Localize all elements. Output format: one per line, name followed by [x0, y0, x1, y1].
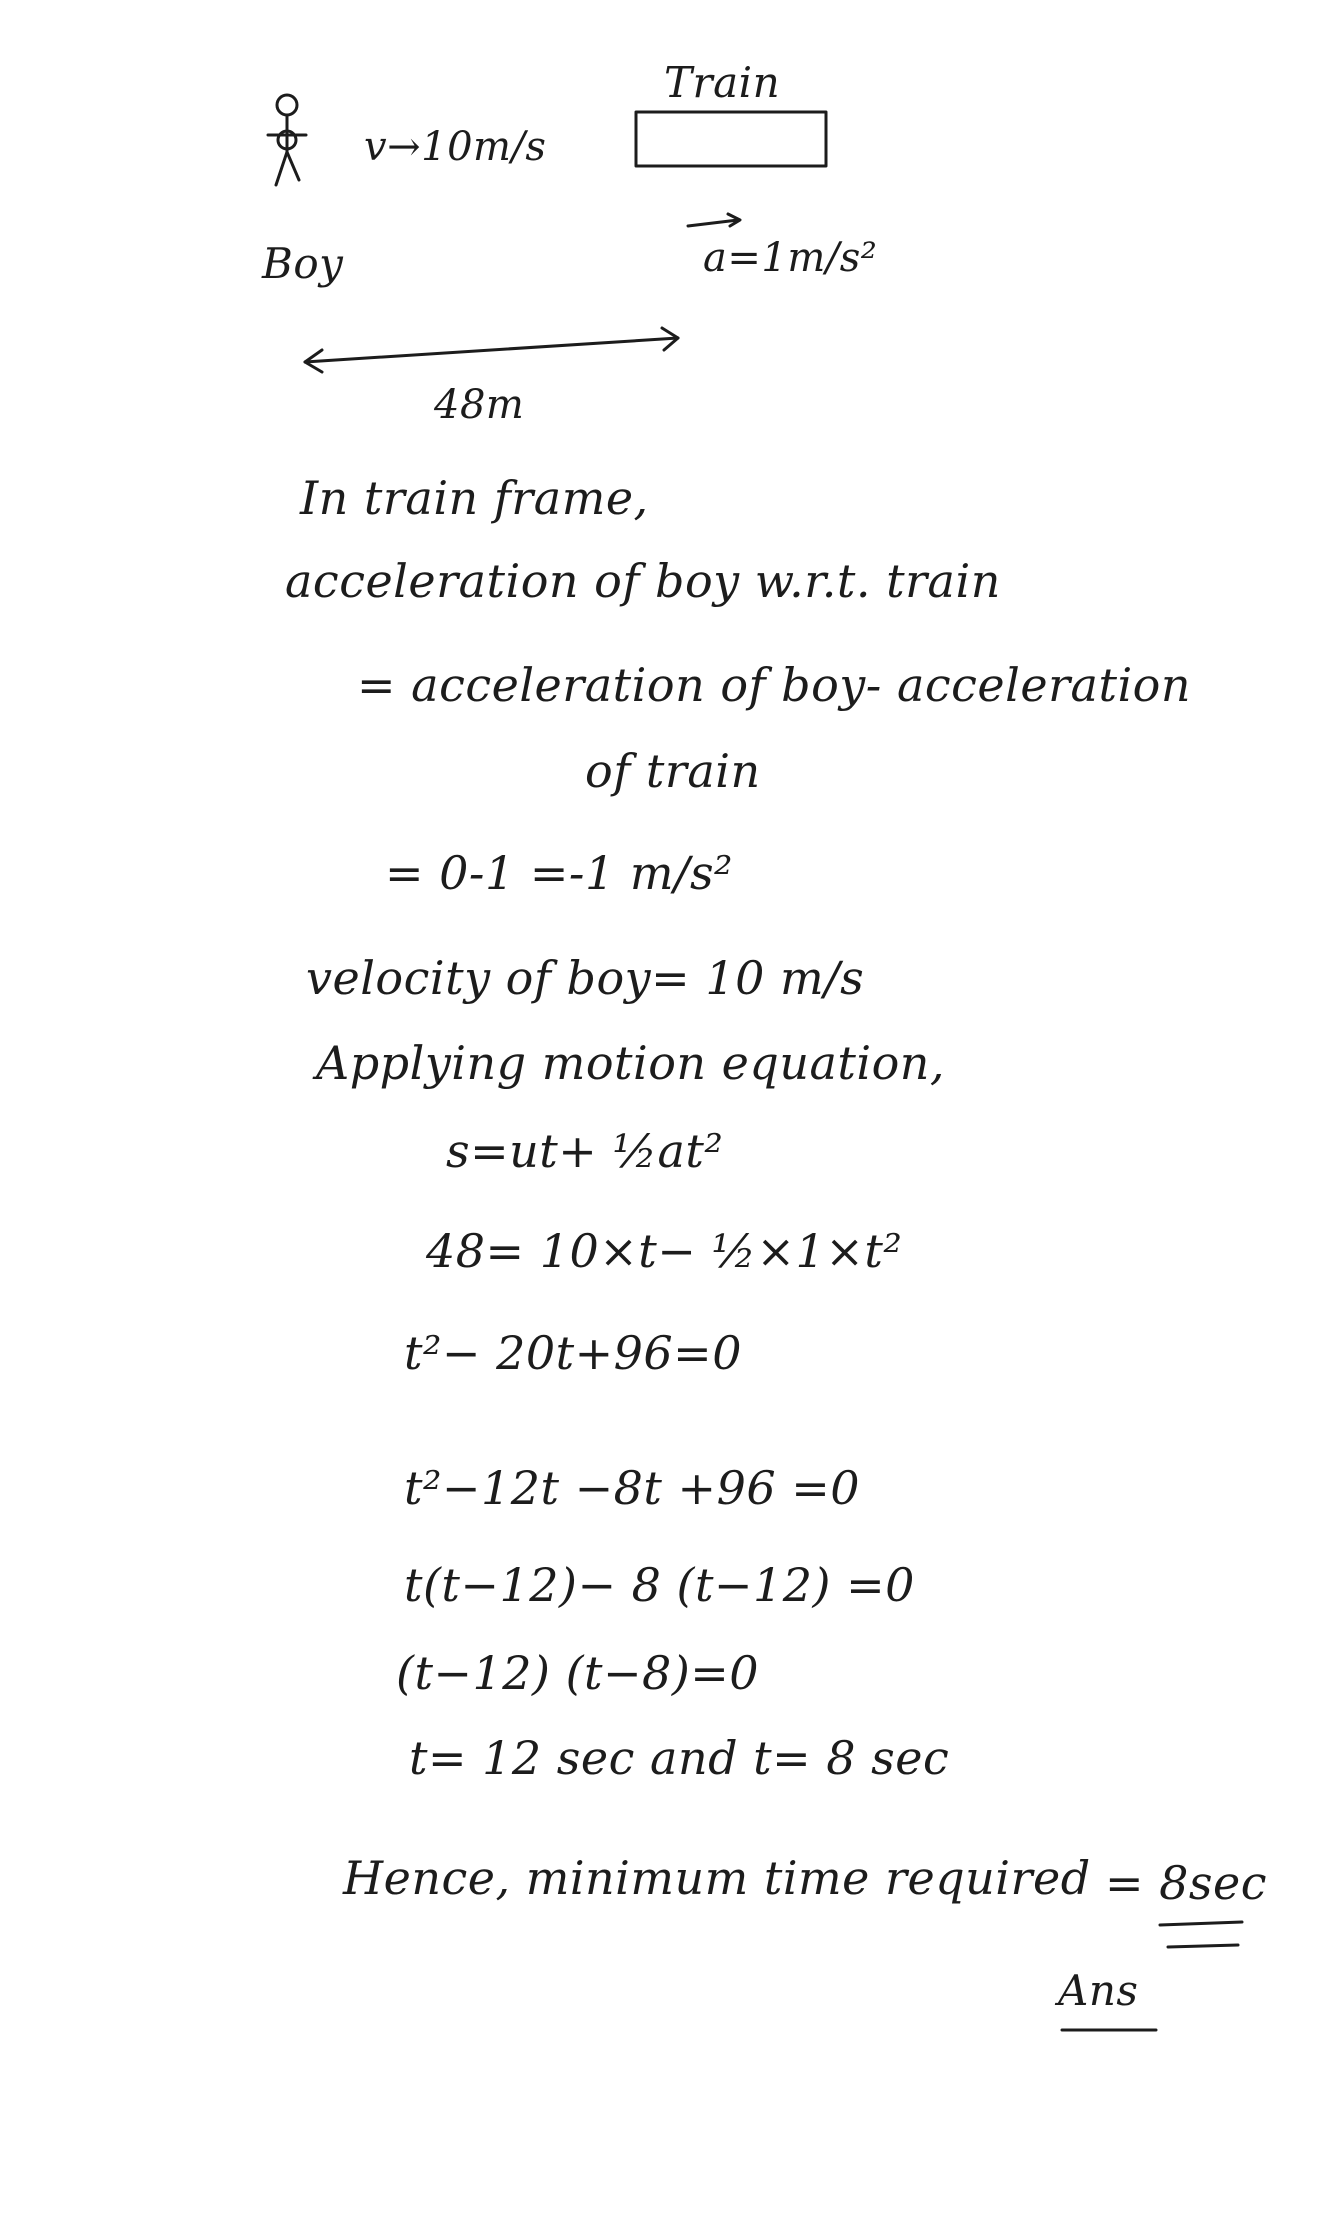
- solution-line-equation: s=ut+ ½at²: [446, 1124, 724, 1178]
- solution-line-split-middle: t²−12t −8t +96 =0: [404, 1461, 861, 1515]
- solution-line-accel-difference: = acceleration of boy- acceleration: [357, 658, 1191, 712]
- solution-line-relative-accel: acceleration of boy w.r.t. train: [285, 554, 1001, 608]
- train-label: Train: [664, 58, 781, 107]
- final-answer-value: = 8sec: [1105, 1856, 1268, 1910]
- solution-line-quadratic: t²− 20t+96=0: [404, 1326, 742, 1380]
- answer-underline: [1160, 1922, 1242, 1947]
- acceleration-arrow-icon: [688, 214, 740, 226]
- solution-line-of-train: of train: [585, 744, 761, 798]
- boy-stick-figure-icon: [268, 95, 306, 185]
- solution-line-factor-group: t(t−12)− 8 (t−12) =0: [404, 1558, 915, 1612]
- solution-line-roots: t= 12 sec and t= 8 sec: [409, 1731, 950, 1785]
- solution-line-conclusion: Hence, minimum time required: [343, 1851, 1091, 1905]
- boy-label: Boy: [262, 239, 344, 288]
- solution-line-applying: Applying motion equation,: [316, 1036, 946, 1090]
- solution-line-factored: (t−12) (t−8)=0: [396, 1646, 760, 1700]
- solution-line-substitution: 48= 10×t− ½×1×t²: [426, 1224, 903, 1278]
- solution-line-accel-value: = 0-1 =-1 m/s²: [385, 846, 734, 900]
- boy-velocity-label: v→10m/s: [364, 124, 547, 170]
- distance-label: 48m: [434, 382, 525, 428]
- train-acceleration-label: a=1m/s²: [703, 235, 878, 281]
- train-box: [636, 112, 826, 166]
- solution-line-velocity: velocity of boy= 10 m/s: [306, 951, 865, 1005]
- distance-arrow-icon: [305, 328, 678, 372]
- solution-line-frame: In train frame,: [300, 471, 649, 525]
- ans-label: Ans: [1058, 1966, 1139, 2015]
